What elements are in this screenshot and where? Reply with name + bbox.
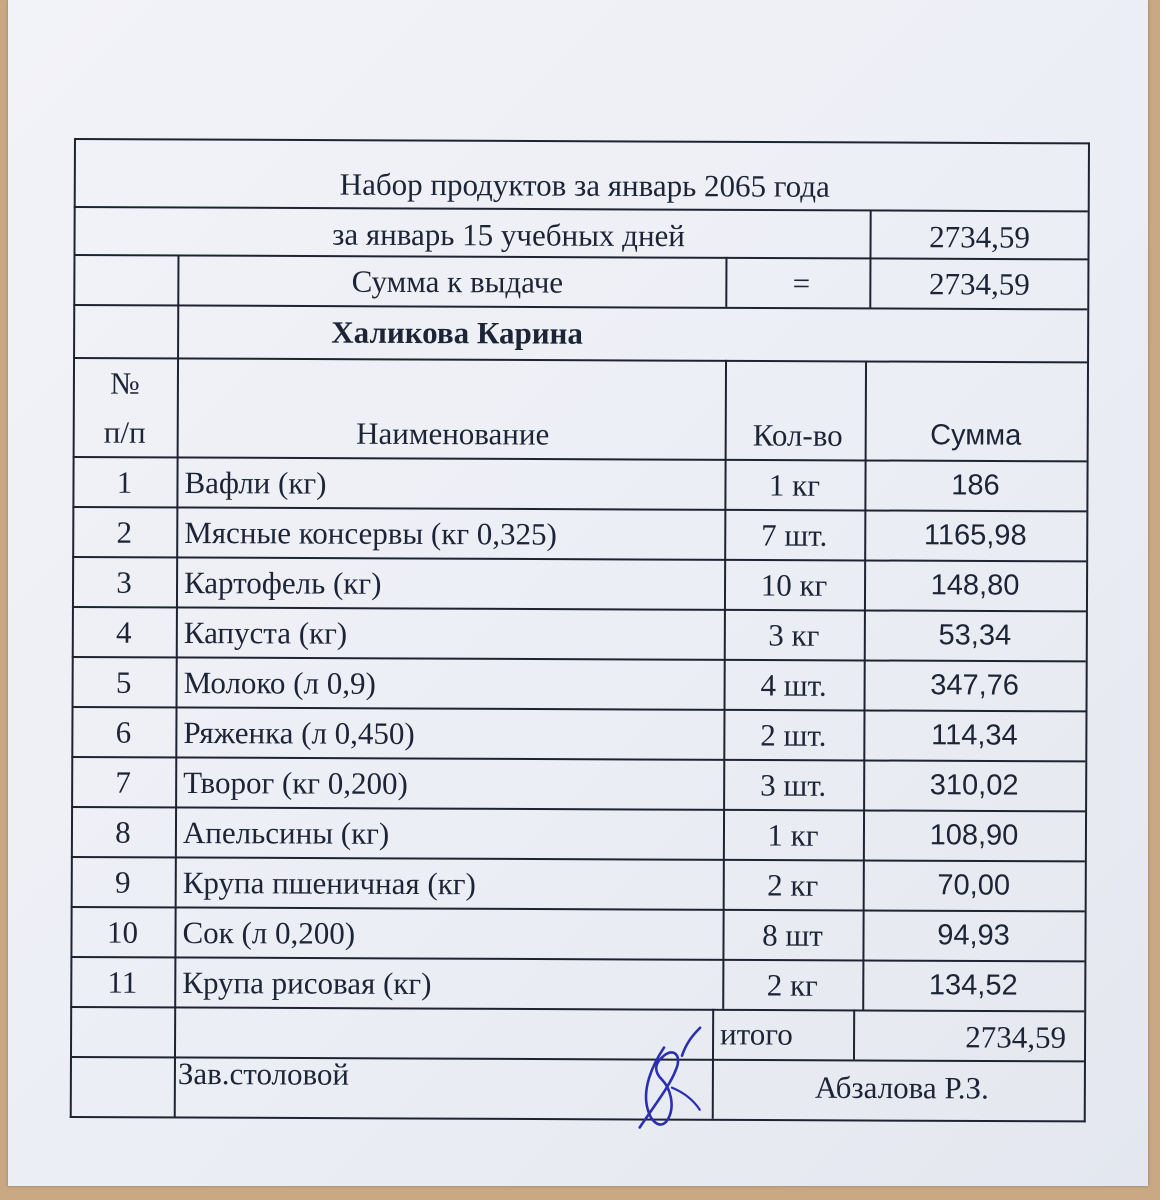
- item-sum: 1165,98: [923, 519, 1027, 552]
- item-number: 6: [115, 714, 132, 750]
- item-number: 1: [116, 464, 133, 500]
- total-value: 2734,59: [965, 1019, 1067, 1055]
- table-rule: [174, 1006, 176, 1116]
- item-number: 7: [115, 764, 132, 800]
- table-rule: [869, 209, 871, 307]
- table-rule: [862, 360, 867, 1009]
- table-rule: [72, 506, 1086, 512]
- table-rule: [72, 656, 1086, 662]
- table-rule: [72, 556, 1086, 562]
- item-name: Творог (кг 0,200): [183, 764, 408, 801]
- item-number: 11: [107, 964, 138, 1000]
- item-quantity: 1 кг: [768, 467, 821, 503]
- header-qty: Кол-во: [752, 417, 843, 453]
- table-rule: [74, 206, 1088, 212]
- table-rule: [73, 357, 1087, 363]
- table-rule: [70, 956, 1084, 962]
- item-name: Ряженка (л 0,450): [183, 714, 415, 751]
- signature-mark: [630, 1025, 750, 1136]
- table-rule: [73, 456, 1087, 462]
- item-name: Капуста (кг): [183, 614, 348, 651]
- table-rule: [74, 138, 1090, 144]
- item-number: 2: [116, 514, 133, 550]
- header-num-line2: п/п: [103, 414, 146, 450]
- table-rule: [71, 756, 1085, 762]
- item-quantity: 10 кг: [760, 567, 828, 603]
- payout-label: Сумма к выдаче: [351, 263, 564, 300]
- item-sum: 186: [951, 469, 1000, 502]
- item-sum: 53,34: [938, 619, 1012, 652]
- item-name: Крупа пшеничная (кг): [182, 864, 476, 902]
- table-rule: [72, 606, 1086, 612]
- table-rule: [70, 138, 76, 1118]
- table-rule: [70, 1006, 1084, 1012]
- header-name: Наименование: [356, 415, 550, 452]
- item-number: 4: [116, 614, 132, 650]
- item-sum: 114,34: [931, 719, 1018, 752]
- item-sum: 134,52: [928, 969, 1018, 1002]
- item-number: 8: [115, 814, 131, 850]
- item-name: Мясные консервы (кг 0,325): [184, 514, 557, 552]
- item-quantity: 4 шт.: [760, 667, 827, 703]
- header-num-line1: №: [110, 365, 140, 401]
- item-quantity: 3 кг: [768, 617, 820, 653]
- period-total: 2734,59: [929, 219, 1031, 255]
- manager-name: Абзалова Р.З.: [814, 1069, 989, 1106]
- item-sum: 108,90: [929, 819, 1019, 852]
- item-quantity: 2 кг: [766, 967, 818, 1003]
- item-number: 10: [106, 914, 139, 950]
- item-quantity: 2 шт.: [760, 717, 827, 753]
- item-quantity: 8 шт: [762, 917, 823, 953]
- table-rule: [725, 257, 727, 307]
- product-set-table: [70, 138, 1090, 1122]
- item-number: 9: [114, 864, 131, 900]
- table-rule: [71, 906, 1085, 912]
- table-rule: [71, 806, 1085, 812]
- item-name: Крупа рисовая (кг): [182, 964, 432, 1002]
- item-name: Картофель (кг): [183, 564, 382, 601]
- item-name: Сок (л 0,200): [182, 914, 356, 951]
- table-rule: [70, 1116, 1086, 1122]
- item-number: 5: [115, 664, 132, 700]
- manager-title: Зав.столовой: [177, 1055, 350, 1092]
- header-sum: Сумма: [930, 419, 1022, 452]
- item-name: Апельсины (кг): [182, 814, 390, 851]
- total-label: итого: [720, 1016, 793, 1052]
- item-name: Молоко (л 0,9): [183, 664, 376, 701]
- payout-sign: =: [792, 265, 811, 301]
- period-label: за январь 15 учебных дней: [332, 216, 686, 254]
- recipient-name: Халикова Карина: [331, 314, 584, 351]
- payout-total: 2734,59: [928, 266, 1030, 302]
- item-quantity: 1 кг: [767, 817, 819, 853]
- item-sum: 310,02: [929, 769, 1019, 802]
- document-title: Набор продуктов за январь 2065 года: [339, 166, 830, 204]
- item-sum: 148,80: [930, 569, 1020, 602]
- item-name: Вафли (кг): [184, 464, 327, 501]
- table-rule: [71, 856, 1085, 862]
- table-rule: [722, 360, 727, 1009]
- paper-sheet: [8, 0, 1148, 1186]
- item-number: 3: [116, 564, 132, 600]
- item-quantity: 2 кг: [767, 867, 819, 903]
- table-rule: [73, 304, 1087, 310]
- item-quantity: 7 шт.: [761, 517, 828, 553]
- table-rule: [72, 706, 1086, 712]
- table-rule: [853, 1009, 855, 1059]
- item-sum: 347,76: [930, 669, 1020, 702]
- item-sum: 94,93: [937, 919, 1010, 952]
- item-quantity: 3 шт.: [760, 767, 827, 803]
- item-sum: 70,00: [937, 869, 1011, 902]
- table-rule: [73, 254, 1087, 260]
- table-rule: [1084, 142, 1090, 1122]
- table-rule: [174, 254, 179, 1006]
